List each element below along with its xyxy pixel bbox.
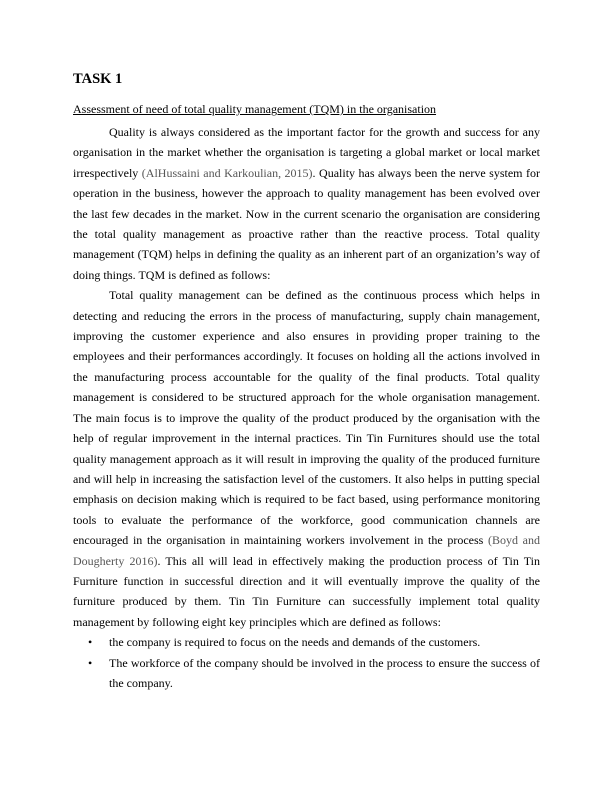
citation-boyd: (Boyd and Dougherty 2016) [73, 533, 540, 568]
citation-alhussaini: (AlHussaini and Karkoulian, 2015) [141, 165, 313, 180]
paragraph-1-text-b: . Quality has always been the nerve system for operation in the business, however the approach to quality management has been evolved over the last few decades in the market. Now in the current scenario the organisation are considering the total quality management as proactive rather than the reactive process. Total quality management (TQM) helps in defining the quality as an inherent part of an organization’s way of doing things. TQM is defined as follows: [73, 165, 540, 282]
bullet-icon: • [88, 655, 93, 670]
paragraph-1-text-a: Quality is always considered as the important factor for the growth and success for any organisation in the market whether the organisation is targeting a global market or local market irrespectively [73, 125, 540, 180]
list-item [73, 632, 540, 652]
list-item-text: the company is required to focus on the needs and demands of the customers. [109, 635, 481, 650]
bullet-icon: • [88, 635, 93, 650]
paragraph-2-text-a: Total quality management can be defined as the continuous process which helps in detecting and reducing the errors in the process of manufacturing, supply chain management, improving the customer experience and also ensures in providing proper training to the employees and their performances accordingly. It focuses on holding all the actions involved in the manufacturing process accountable for the quality of the final products. Total quality management is considered to be structured approach for the whole organisation management. The main focus is to improve the quality of the product produced by the organisation with the help of regular improvement in the internal practices. Tin Tin Furnitures should use the total quality management approach as it will result in improving the quality of the produced furniture and will help in increasing the satisfaction level of the customers. It also helps in putting special emphasis on decision making which is required to be fact based, using performance monitoring tools to evaluate the performance of the workforce, good communication channels are encouraged in the organisation in maintaining workers involvement in the process [73, 288, 540, 548]
section-heading: Assessment of need of total quality management (TQM) in the organisation [73, 102, 437, 116]
paragraph-2 [73, 285, 540, 632]
paragraph-2-text-b: . This all will lead in effectively making the production process of Tin Tin Furniture function in successful direction and it will eventually improve the quality of the furniture produced by them. Tin Tin Furniture can successfully implement total quality management by following eight key principles which are defined as follows: [73, 553, 540, 629]
paragraph-1 [73, 122, 540, 285]
list-item-text: The workforce of the company should be involved in the process to ensure the success of the company. [109, 655, 540, 690]
page-content [73, 69, 540, 693]
principles-list [73, 632, 540, 693]
list-item [73, 653, 540, 694]
task-title: TASK 1 [73, 71, 123, 87]
